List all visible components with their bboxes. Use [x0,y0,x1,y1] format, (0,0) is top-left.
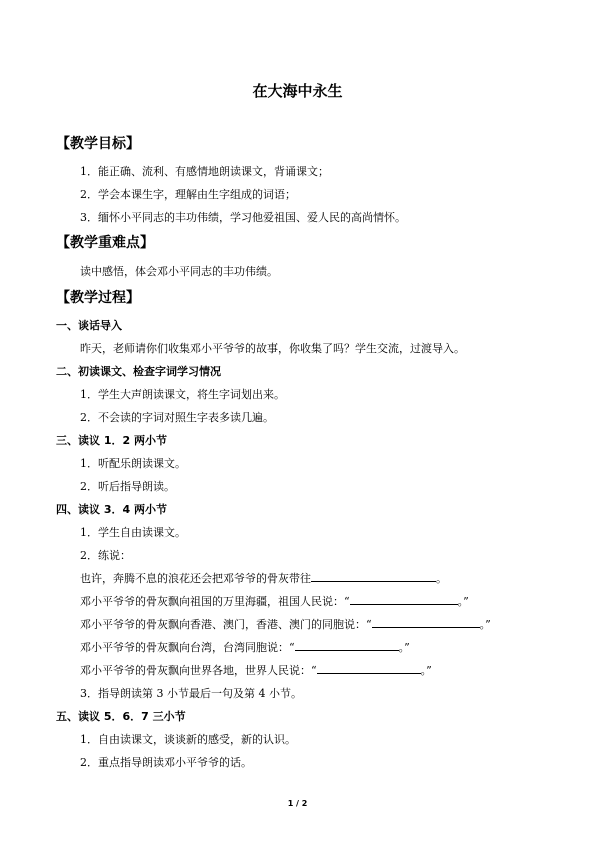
fill-line-5-suffix: 。” [420,664,432,677]
goal-item-1: 1．能正确、流利、有感情地朗读课文，背诵课文； [80,165,329,178]
fill-line-3-suffix: 。” [479,618,491,631]
section-5-item-1: 1．自由读课文，谈谈新的感受，新的认识。 [80,733,296,746]
fill-line-3 [80,616,491,632]
fill-line-4 [80,639,410,655]
section-4-title: 四、读议 3．4 两小节 [56,503,167,516]
fill-blank-1[interactable] [311,571,436,582]
goal-item-2: 2．学会本课生字，理解由生字组成的词语； [80,188,296,201]
section-2-title: 二、初读课文、检查字词学习情况 [56,365,221,378]
key-points-heading: 【教学重难点】 [56,235,154,251]
fill-blank-3[interactable] [372,617,480,628]
fill-blank-4[interactable] [295,640,399,651]
fill-line-1 [80,570,447,586]
fill-line-4-prefix: 邓小平爷爷的骨灰飘向台湾，台湾同胞说：“ [80,641,295,654]
section-3-item-1: 1．听配乐朗读课文。 [80,457,186,470]
document-title: 在大海中永生 [252,82,343,100]
key-points-text: 读中感悟，体会邓小平同志的丰功伟绩。 [80,265,278,278]
fill-blank-2[interactable] [350,594,458,605]
section-1-title: 一、谈话导入 [56,319,122,332]
fill-line-2 [80,593,469,609]
section-1-text: 昨天，老师请你们收集邓小平爷爷的故事，你收集了吗？学生交流，过渡导入。 [80,342,465,355]
fill-line-2-suffix: 。” [457,595,469,608]
section-2-item-1: 1．学生大声朗读课文，将生字词划出来。 [80,388,285,401]
fill-blank-5[interactable] [317,663,421,674]
fill-line-1-suffix: 。 [436,572,447,585]
section-4-item-1: 1．学生自由读课文。 [80,526,186,539]
section-4-item-3: 3．指导朗读第 3 小节最后一句及第 4 小节。 [80,687,302,700]
fill-line-5 [80,662,432,678]
process-heading: 【教学过程】 [56,290,140,306]
fill-line-5-prefix: 邓小平爷爷的骨灰飘向世界各地，世界人民说：“ [80,664,317,677]
section-5-item-2: 2．重点指导朗读邓小平爷爷的话。 [80,756,252,769]
section-2-item-2: 2．不会读的字词对照生字表多读几遍。 [80,411,274,424]
goal-item-3: 3．缅怀小平同志的丰功伟绩，学习他爱祖国、爱人民的高尚情怀。 [80,211,406,224]
section-4-item-2: 2．练说： [80,549,131,562]
section-3-item-2: 2．听后指导朗读。 [80,480,175,493]
fill-line-4-suffix: 。” [398,641,410,654]
section-3-title: 三、读议 1．2 两小节 [56,434,167,447]
fill-line-3-prefix: 邓小平爷爷的骨灰飘向香港、澳门，香港、澳门的同胞说：“ [80,618,372,631]
section-5-title: 五、读议 5．6．7 三小节 [56,710,186,723]
fill-line-1-prefix: 也许，奔腾不息的浪花还会把邓爷爷的骨灰带往 [80,572,311,585]
fill-line-2-prefix: 邓小平爷爷的骨灰飘向祖国的万里海疆，祖国人民说：“ [80,595,350,608]
goals-heading: 【教学目标】 [56,136,140,152]
page-number: 1 / 2 [287,799,308,808]
